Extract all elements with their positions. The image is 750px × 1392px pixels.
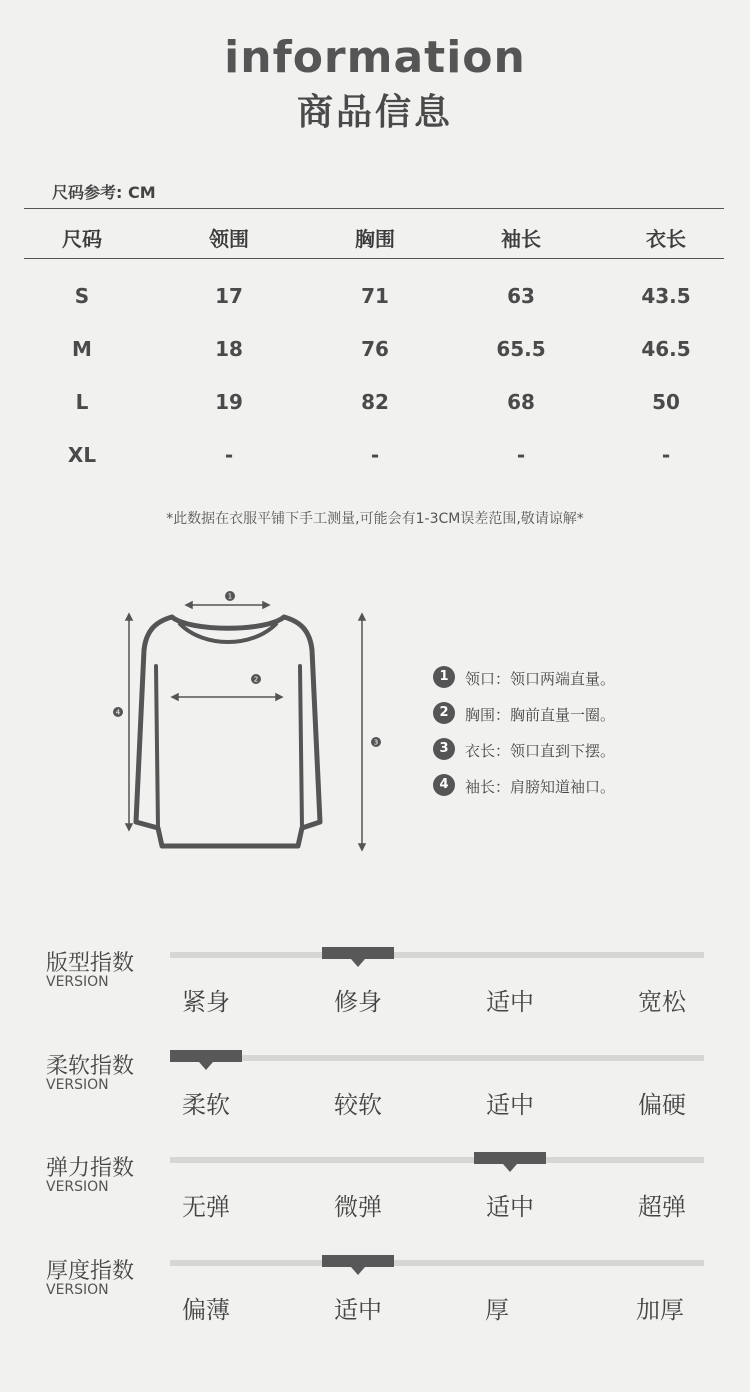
- index-marker: [322, 947, 394, 959]
- index-option: 适中: [486, 1091, 534, 1119]
- index-title: 版型指数: [46, 951, 135, 976]
- table-cell: 50: [652, 390, 680, 414]
- table-cell: 76: [361, 337, 389, 361]
- svg-text:3: 3: [373, 738, 379, 747]
- index-option: 修身: [334, 988, 382, 1016]
- index-option: 适中: [334, 1296, 382, 1324]
- elasticity-index: [0, 1151, 750, 1251]
- table-cell: 82: [361, 390, 389, 414]
- svg-text:4: 4: [115, 708, 121, 717]
- index-track: [170, 1157, 704, 1163]
- legend-text: 衣长：领口直到下摆。: [465, 742, 616, 760]
- column-header: 胸围: [355, 227, 395, 251]
- table-cell: 71: [361, 284, 389, 308]
- column-header: 领围: [209, 227, 249, 251]
- legend-text: 领口：领口两端直量。: [465, 670, 616, 688]
- legend-text: 袖长：肩膀知道袖口。: [465, 778, 616, 796]
- index-option: 较软: [334, 1091, 382, 1119]
- index-option: 适中: [486, 1193, 534, 1221]
- table-cell: -: [224, 443, 234, 467]
- index-option: 超弹: [638, 1193, 686, 1221]
- svg-text:2: 2: [253, 675, 259, 684]
- table-cell: M: [72, 337, 92, 361]
- fit-index: [0, 946, 750, 1046]
- table-cell: 43.5: [641, 284, 691, 308]
- table-cell: 68: [507, 390, 535, 414]
- shirt-outline-icon: [136, 617, 320, 846]
- diagram-marker: [113, 707, 123, 717]
- column-header: 衣长: [646, 227, 686, 251]
- index-track: [170, 952, 704, 958]
- table-cell: 63: [507, 284, 535, 308]
- index-option: 宽松: [638, 988, 686, 1016]
- thickness-index: [0, 1254, 750, 1354]
- index-option: 适中: [486, 988, 534, 1016]
- table-row: [24, 443, 724, 473]
- table-cell: -: [370, 443, 380, 467]
- diagram-marker: [251, 674, 261, 684]
- legend-number: 4: [433, 774, 455, 796]
- size-unit-label: 尺码参考: CM: [52, 183, 156, 202]
- table-cell: -: [516, 443, 526, 467]
- index-option: 偏硬: [638, 1091, 686, 1119]
- table-row: [24, 337, 724, 367]
- index-subtitle: VERSION: [46, 1077, 109, 1093]
- index-title: 柔软指数: [46, 1054, 135, 1079]
- table-cell: 17: [215, 284, 243, 308]
- index-option: 微弹: [334, 1193, 382, 1221]
- table-cell: XL: [67, 443, 97, 467]
- index-subtitle: VERSION: [46, 1179, 109, 1195]
- legend-number: 2: [433, 702, 455, 724]
- table-header-rule: [24, 258, 724, 259]
- index-option: 无弹: [182, 1193, 230, 1221]
- table-top-rule: [24, 208, 724, 209]
- measurement-note: *此数据在衣服平铺下手工测量,可能会有1-3CM误差范围,敬请谅解*: [166, 511, 584, 527]
- legend-number: 3: [433, 738, 455, 760]
- table-header-row: [24, 223, 724, 253]
- table-cell: 46.5: [641, 337, 691, 361]
- svg-text:1: 1: [227, 592, 233, 601]
- page-title-en: information: [224, 32, 526, 83]
- index-subtitle: VERSION: [46, 1282, 109, 1298]
- legend-text: 胸围：胸前直量一圈。: [465, 706, 616, 724]
- table-cell: 19: [215, 390, 243, 414]
- table-cell: L: [75, 390, 89, 414]
- index-option: 柔软: [182, 1091, 230, 1119]
- page-title-cn: 商品信息: [296, 92, 453, 133]
- softness-index: [0, 1049, 750, 1149]
- garment-diagram: [100, 580, 400, 860]
- diagram-marker: [225, 591, 235, 601]
- table-row: [24, 390, 724, 420]
- index-subtitle: VERSION: [46, 974, 109, 990]
- index-option: 偏薄: [182, 1296, 230, 1324]
- table-cell: -: [661, 443, 671, 467]
- column-header: 袖长: [501, 227, 541, 251]
- index-track: [170, 1260, 704, 1266]
- legend-number: 1: [433, 666, 455, 688]
- index-marker: [322, 1255, 394, 1267]
- diagram-marker: [371, 737, 381, 747]
- column-header: 尺码: [62, 227, 102, 251]
- table-row: [24, 284, 724, 314]
- index-marker: [474, 1152, 546, 1164]
- index-option: 厚: [485, 1296, 509, 1324]
- table-cell: S: [74, 284, 90, 308]
- table-cell: 65.5: [496, 337, 546, 361]
- index-marker: [170, 1050, 242, 1062]
- index-option: 紧身: [182, 988, 230, 1016]
- index-title: 弹力指数: [46, 1156, 135, 1181]
- index-option: 加厚: [636, 1296, 684, 1324]
- index-track: [170, 1055, 704, 1061]
- index-title: 厚度指数: [46, 1259, 135, 1284]
- table-cell: 18: [215, 337, 243, 361]
